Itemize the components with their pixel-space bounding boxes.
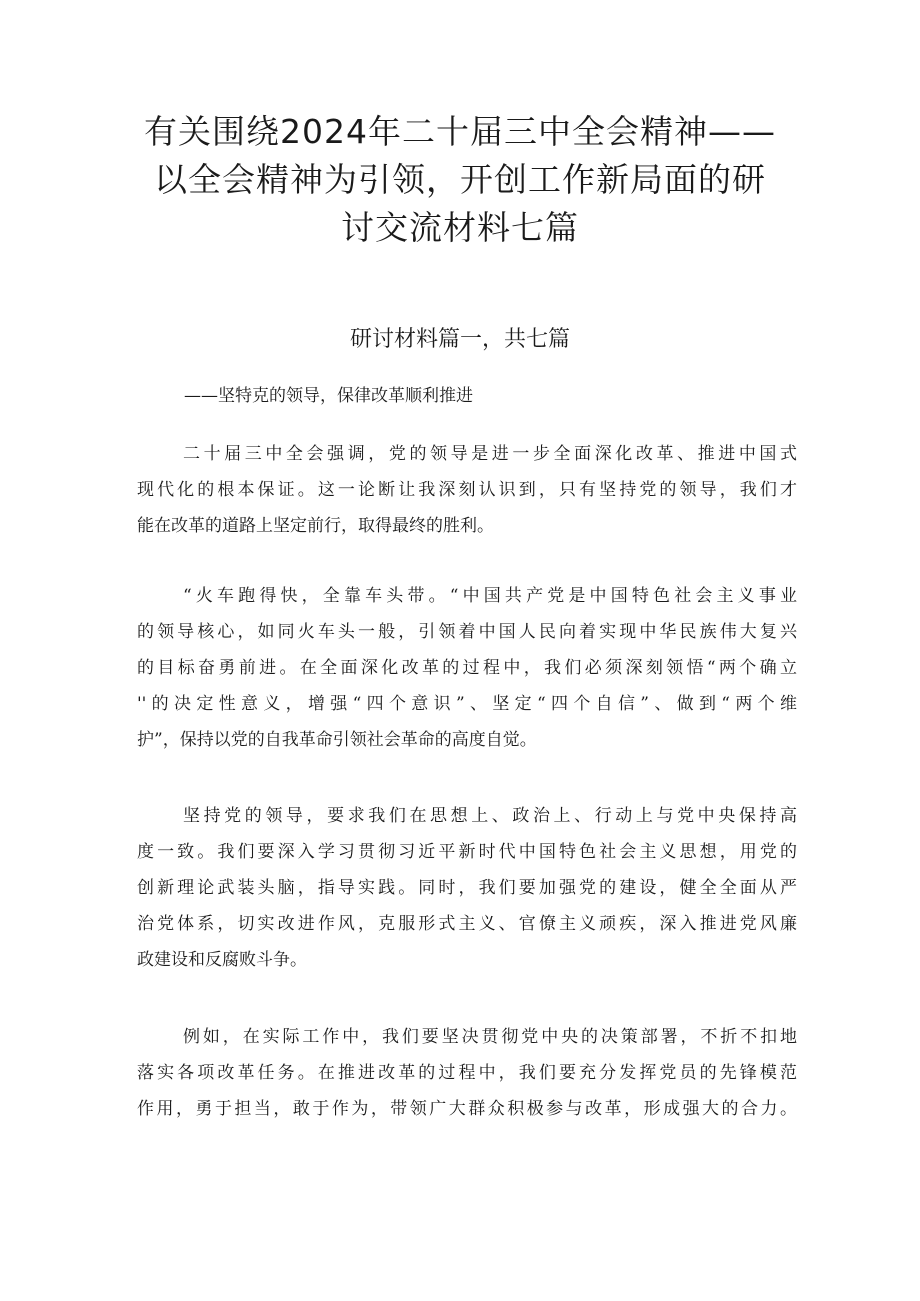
body-paragraph xyxy=(137,578,797,758)
paragraph-line: 治党体系，切实改进作风，克服形式主义、官僚主义顽疾，深入推进党风廉 xyxy=(137,914,797,934)
paragraph-line: 的目标奋勇前进。在全面深化改革的过程中，我们必须深刻领悟“两个确立 xyxy=(137,658,797,678)
paragraph-line: 例如，在实际工作中，我们要坚决贯彻党中央的决策部署，不折不扣地 xyxy=(183,1027,797,1047)
paragraph-line: 政建设和反腐败斗争。 xyxy=(137,950,307,970)
paragraph-line: 护”，保持以党的自我革命引领社会革命的高度自觉。 xyxy=(137,730,537,750)
body-paragraph xyxy=(137,436,797,544)
paragraph-line: 创新理论武装头脑，指导实践。同时，我们要加强党的建设，健全全面从严 xyxy=(137,878,797,898)
title-line: 以全会精神为引领，开创工作新局面的研 xyxy=(154,160,766,199)
paragraph-line: 现代化的根本保证。这一论断让我深刻认识到，只有坚持党的领导，我们才 xyxy=(137,480,797,500)
section-subtitle: ——坚特克的领导，保律改革顺利推进 xyxy=(184,386,473,406)
paragraph-line: 坚持党的领导，要求我们在思想上、政治上、行动上与党中央保持高 xyxy=(183,806,797,826)
section-heading: 研讨材料篇一，共七篇 xyxy=(349,327,570,352)
body-paragraph xyxy=(137,798,797,978)
paragraph-line: ''的决定性意义，增强“四个意识”、坚定“四个自信”、做到“两个维 xyxy=(137,694,797,714)
paragraph-line: 二十届三中全会强调，党的领导是进一步全面深化改革、推进中国式 xyxy=(183,444,797,464)
paragraph-line: 度一致。我们要深入学习贯彻习近平新时代中国特色社会主义思想，用党的 xyxy=(137,842,797,862)
paragraph-line: 落实各项改革任务。在推进改革的过程中，我们要充分发挥党员的先锋模范 xyxy=(137,1063,797,1083)
document-title xyxy=(120,108,800,252)
title-line: 有关围绕2024年二十届三中全会精神—— xyxy=(144,112,776,151)
paragraph-line: 的领导核心，如同火车头一般，引领着中国人民向着实现中华民族伟大复兴 xyxy=(137,622,797,642)
paragraph-line: “火车跑得快，全靠车头带。“中国共产党是中国特色社会主义事业 xyxy=(183,586,797,606)
title-line: 讨交流材料七篇 xyxy=(341,208,579,247)
paragraph-line: 作用，勇于担当，敢于作为，带领广大群众积极参与改革，形成强大的合力。 xyxy=(137,1099,797,1119)
paragraph-line: 能在改革的道路上坚定前行，取得最终的胜利。 xyxy=(137,516,494,536)
body-paragraph xyxy=(137,1019,797,1127)
